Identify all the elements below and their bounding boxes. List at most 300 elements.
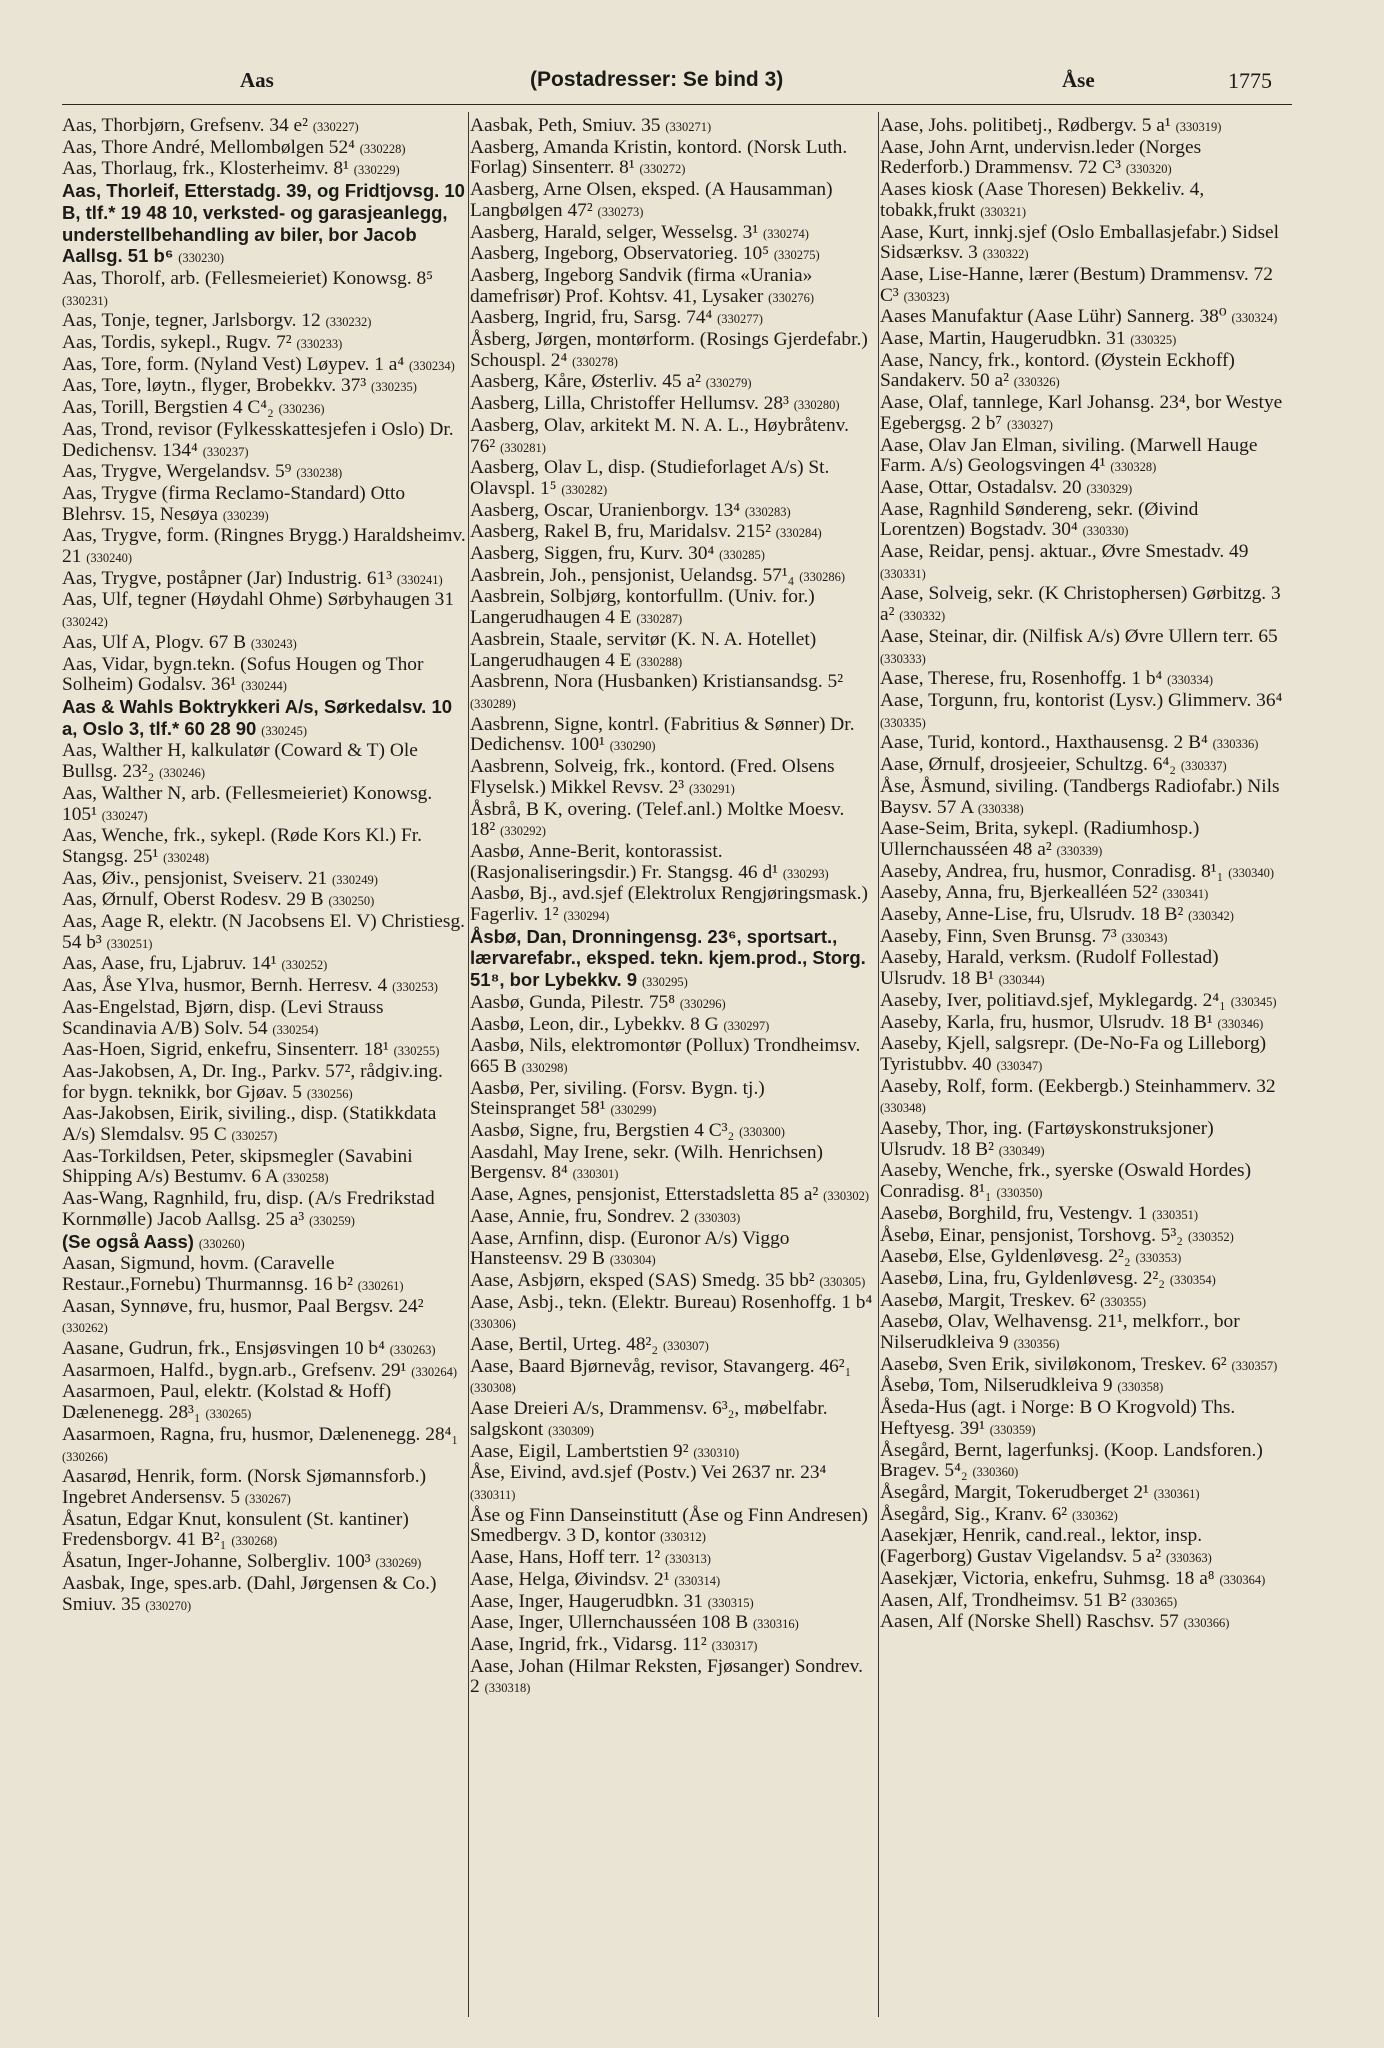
- directory-entry: [470, 501, 874, 523]
- entry-text: Aas, Trygve, poståpner (Jar) Industrig. 61³: [62, 567, 393, 589]
- directory-entry: [62, 1361, 466, 1383]
- directory-entry: [470, 180, 874, 222]
- directory-entry: [880, 1612, 1284, 1634]
- entry-text: Aase, Arnfinn, disp. (Euronor A/s) Viggo Hansteensv. 29 B: [470, 1227, 790, 1270]
- entry-text: Åsegård, Bernt, lagerfunksj. (Koop. Landsforen.) Bragev. 5⁴₂: [880, 1439, 1263, 1482]
- entry-code: (330244): [241, 679, 287, 694]
- entry-text: Aase-Seim, Brita, sykepl. (Radiumhosp.) Ullernchausséen 48 a²: [880, 818, 1200, 860]
- directory-entry: [470, 1657, 874, 1699]
- directory-entry: [880, 1077, 1284, 1119]
- entry-code: (330318): [484, 1681, 531, 1696]
- entry-code: (330320): [1125, 162, 1172, 177]
- directory-entry: [470, 1271, 874, 1293]
- entry-code: (330309): [548, 1423, 594, 1438]
- entry-code: (330300): [739, 1125, 785, 1140]
- directory-entry: [470, 1399, 874, 1441]
- entry-text: Aase, Solveig, sekr. (K Christophersen) Gørbitzg. 3 a²: [880, 583, 1281, 626]
- directory-entry: [880, 1483, 1284, 1505]
- directory-entry: [62, 1297, 466, 1339]
- entry-code: (330310): [693, 1445, 740, 1460]
- entry-text: Aaseby, Karla, fru, husmor, Ulsrudv. 18 B¹: [880, 1011, 1213, 1033]
- directory-entry: [470, 394, 874, 416]
- directory-entry: [62, 826, 466, 868]
- entry-code: (330242): [62, 615, 108, 630]
- entry-text: Aasebø, Borghild, fru, Vestengv. 1: [880, 1202, 1148, 1224]
- directory-entry: [62, 741, 466, 783]
- entry-text: Aas, Walther N, arb. (Fellesmeieriet) Konowsg. 105¹: [62, 782, 433, 825]
- directory-entry: [880, 1247, 1284, 1269]
- entry-text: Aas, Torill, Bergstien 4 C⁴₂: [62, 397, 274, 419]
- directory-entry: [470, 458, 874, 500]
- entry-text: Aase, Lise-Hanne, lærer (Bestum) Drammensv. 72 C³: [880, 263, 1273, 306]
- entry-code: (330321): [980, 204, 1027, 219]
- directory-entry: [880, 307, 1284, 329]
- entry-code: (330290): [609, 739, 656, 754]
- directory-entry: [62, 355, 466, 377]
- directory-entry: [62, 1339, 466, 1361]
- directory-entry: [62, 697, 466, 741]
- directory-entry: [880, 1526, 1284, 1568]
- entry-code: (330246): [159, 766, 205, 781]
- entry-code: (330362): [1071, 1508, 1118, 1523]
- entry-text: Aase, Nancy, frk., kontord. (Øystein Eckhoff) Sandakerv. 50 a²: [880, 349, 1235, 392]
- directory-entry: [62, 590, 466, 632]
- directory-entry: [470, 672, 874, 714]
- column-1: [62, 116, 466, 2026]
- directory-entry: [880, 755, 1284, 777]
- entry-code: (330269): [375, 1556, 422, 1571]
- entry-code: (330267): [244, 1492, 291, 1506]
- entry-text: Aaseby, Anne-Lise, fru, Ulsrudv. 18 B²: [880, 904, 1184, 926]
- entry-code: (330296): [679, 996, 726, 1011]
- entry-code: (330350): [996, 1186, 1043, 1201]
- entry-text: Aase, Kurt, innkj.sjef (Oslo Emballasjefabr.) Sidsel Sidsærksv. 3: [880, 221, 1280, 264]
- entry-code: (330299): [610, 1103, 657, 1118]
- entry-code: (330262): [62, 1321, 108, 1336]
- entry-code: (330228): [359, 141, 406, 156]
- entry-text: Aasberg, Arne Olsen, eksped. (A Hausamman) Langbølgen 47²: [470, 179, 833, 221]
- entry-text: Aas-Torkildsen, Peter, skipsmegler (Savabini Shipping A/s) Bestumv. 6 A: [62, 1145, 413, 1188]
- column-divider: [878, 112, 879, 2017]
- entry-code: (330343): [1121, 930, 1168, 945]
- directory-entry: [880, 180, 1284, 222]
- entry-text: Aas, Wenche, frk., sykepl. (Røde Kors Kl.) Fr. Stangsg. 25¹: [62, 825, 422, 867]
- directory-entry: [470, 116, 874, 138]
- entry-text: Aasbø, Leon, dir., Lybekkv. 8 G: [470, 1013, 719, 1035]
- entry-code: (330263): [389, 1343, 436, 1358]
- entry-text: Aas, Tore, form. (Nyland Vest) Løypev. 1 a⁴: [62, 353, 405, 375]
- entry-text: Aasebø, Margit, Treskev. 6²: [880, 1289, 1096, 1311]
- entry-text: Aas & Wahls Boktrykkeri A/s, Sørkedalsv. 10 a, Oslo 3, tlf.* 60 28 90: [62, 695, 453, 739]
- directory-entry: [880, 1312, 1284, 1354]
- directory-entry: [880, 733, 1284, 755]
- entry-text: Aasarmoen, Halfd., bygn.arb., Grefsenv. 29¹: [62, 1359, 407, 1381]
- entry-text: Aas, Tordis, sykepl., Rugv. 7²: [62, 332, 292, 354]
- directory-entry: [880, 500, 1284, 542]
- entry-text: Aasen, Alf (Norske Shell) Raschsv. 57: [880, 1611, 1179, 1633]
- directory-entry: [470, 927, 874, 993]
- directory-entry: [880, 584, 1284, 626]
- directory-entry: [470, 1079, 874, 1121]
- directory-entry: [880, 819, 1284, 861]
- directory-entry: [62, 1467, 466, 1509]
- entry-code: (330311): [470, 1488, 516, 1502]
- entry-text: Aas, Trygve, form. (Ringnes Brygg.) Haraldsheimv. 21: [62, 525, 466, 568]
- directory-entry: [470, 566, 874, 588]
- entry-code: (330313): [665, 1552, 711, 1567]
- directory-entry: [62, 311, 466, 333]
- entry-text: Aasbrein, Solbjørg, kontorfullm. (Univ. for.) Langerudhaugen 4 E: [470, 586, 815, 629]
- entry-code: (330303): [694, 1210, 741, 1225]
- entry-text: Aas, Åse Ylva, husmor, Bernh. Herresv. 4: [62, 975, 388, 997]
- page-number: 1775: [1228, 68, 1272, 93]
- entry-code: (330245): [261, 723, 308, 738]
- directory-entry: [470, 1506, 874, 1548]
- entry-code: (330366): [1183, 1616, 1230, 1631]
- entry-text: Aasebø, Lina, fru, Gyldenløvesg. 2²₂: [880, 1267, 1166, 1289]
- entry-code: (330260): [198, 1236, 245, 1251]
- entry-code: (330236): [278, 402, 325, 417]
- entry-text: Aase, Agnes, pensjonist, Etterstadsletta 85 a²: [470, 1184, 819, 1206]
- entry-code: (330288): [636, 654, 683, 669]
- entry-code: (330292): [500, 824, 546, 839]
- entry-text: Aase, Ottar, Ostadalsv. 20: [880, 476, 1082, 498]
- column-divider: [468, 112, 469, 2017]
- entry-text: Aasbø, Gunda, Pilestr. 75⁸: [470, 991, 675, 1013]
- entry-code: (330341): [1162, 887, 1209, 902]
- entry-code: (330253): [392, 980, 438, 995]
- directory-entry: [470, 630, 874, 672]
- entry-text: Aasen, Alf, Trondheimsv. 51 B²: [880, 1589, 1127, 1611]
- entry-code: (330340): [1228, 865, 1275, 880]
- directory-entry: [880, 1204, 1284, 1226]
- entry-text: Aas, Aase, fru, Ljabruv. 14¹: [62, 953, 277, 975]
- entry-text: Aasbak, Peth, Smiuv. 35: [470, 116, 661, 136]
- entry-text: Aase, Therese, fru, Rosenhoffg. 1 b⁴: [880, 668, 1163, 690]
- directory-entry: [470, 1635, 874, 1657]
- entry-code: (330358): [1117, 1380, 1164, 1395]
- entry-code: (330277): [717, 312, 763, 327]
- directory-entry: [62, 976, 466, 998]
- directory-entry: [880, 542, 1284, 584]
- entry-code: (330291): [688, 781, 735, 796]
- entry-text: Aase, John Arnt, undervisn.leder (Norges Rederforb.) Drammensv. 72 C³: [880, 136, 1202, 179]
- entry-text: Aaseby, Iver, politiavd.sjef, Myklegardg. 2⁴₁: [880, 989, 1226, 1011]
- entry-text: Aas-Engelstad, Bjørn, disp. (Levi Strauss Scandinavia A/B) Solv. 54: [62, 996, 384, 1039]
- entry-code: (330354): [1169, 1272, 1216, 1287]
- directory-entry: [62, 159, 466, 181]
- entry-text: Aasarød, Henrik, form. (Norsk Sjømannsforb.) Ingebret Andersensv. 5: [62, 1466, 427, 1508]
- directory-entry: [62, 1552, 466, 1574]
- directory-entry: [880, 948, 1284, 990]
- directory-entry: [62, 420, 466, 462]
- directory-entry: [62, 116, 466, 138]
- entry-text: Aase, Johan (Hilmar Reksten, Fjøsanger) Sondrev. 2: [470, 1655, 863, 1698]
- entry-text: Aasberg, Amanda Kristin, kontord. (Norsk Luth. Forlag) Sinsenterr. 8¹: [470, 136, 848, 179]
- entry-code: (330231): [62, 293, 108, 308]
- entry-code: (330243): [250, 636, 297, 651]
- entry-code: (330364): [1219, 1572, 1266, 1587]
- directory-entry: [470, 800, 874, 842]
- entry-code: (330248): [163, 850, 209, 865]
- directory-entry: [880, 1591, 1284, 1613]
- entry-code: (330356): [1013, 1337, 1060, 1352]
- directory-entry: [470, 1570, 874, 1592]
- directory-entry: [470, 266, 874, 308]
- entry-text: Aaseby, Rolf, form. (Eekbergb.) Steinhammerv. 32: [880, 1075, 1276, 1097]
- directory-entry: [470, 244, 874, 266]
- entry-text: Aasberg, Rakel B, fru, Maridalsv. 215²: [470, 521, 771, 543]
- entry-code: (330328): [1110, 460, 1157, 475]
- entry-code: (330239): [222, 508, 269, 523]
- directory-entry: [470, 372, 874, 394]
- entry-text: Aase, Olav Jan Elman, siviling. (Marwell Hauge Farm. A/s) Geologsvingen 4¹: [880, 434, 1258, 477]
- directory-entry: [470, 522, 874, 544]
- entry-text: Aasbø, Anne-Berit, kontorassist. (Rasjonaliseringsdir.) Fr. Stangsg. 46 d¹: [470, 840, 778, 883]
- entry-text: Aasebø, Else, Gyldenløvesg. 2²₂: [880, 1246, 1131, 1268]
- entry-code: (330251): [106, 936, 153, 951]
- directory-entry: [880, 223, 1284, 265]
- entry-text: Aas, Thore André, Mellombølgen 52⁴: [62, 136, 355, 158]
- entry-code: (330273): [597, 204, 644, 219]
- entry-code: (330346): [1217, 1016, 1264, 1031]
- entry-text: Aas, Tonje, tegner, Jarlsborgv. 12: [62, 310, 321, 332]
- entry-text: Aaseby, Wenche, frk., syerske (Oswald Hordes) Conradisg. 8¹₁: [880, 1160, 1252, 1203]
- entry-code: (330301): [572, 1167, 619, 1182]
- directory-entry: [470, 587, 874, 629]
- directory-entry: [62, 1574, 466, 1616]
- directory-entry: [62, 1510, 466, 1552]
- entry-code: (330295): [641, 975, 688, 990]
- directory-entry: [470, 1463, 874, 1505]
- entry-text: Aasbø, Signe, fru, Bergstien 4 C³₂: [470, 1120, 735, 1142]
- directory-entry: [880, 329, 1284, 351]
- entry-code: (330238): [296, 466, 343, 481]
- directory-entry: [470, 330, 874, 372]
- entry-code: (330305): [819, 1274, 866, 1289]
- directory-entry: [470, 1357, 874, 1399]
- entry-code: (330359): [989, 1422, 1036, 1437]
- directory-entry: [880, 1569, 1284, 1591]
- directory-entry: [880, 862, 1284, 884]
- directory-entry: [470, 416, 874, 458]
- entry-code: (330293): [782, 866, 829, 881]
- directory-entry: [880, 1291, 1284, 1313]
- directory-entry: [470, 1442, 874, 1464]
- directory-entry: [470, 715, 874, 757]
- entry-text: Åse og Finn Danseinstitutt (Åse og Finn Andresen) Smedbergv. 3 D, kontor: [470, 1504, 869, 1547]
- entry-code: (330258): [282, 1171, 329, 1186]
- directory-entry: [62, 376, 466, 398]
- entry-code: (330298): [521, 1060, 568, 1075]
- directory-entry: [62, 1382, 466, 1424]
- entry-text: Aase, Inger, Haugerudbkn. 31: [470, 1590, 703, 1612]
- entry-text: Aase, Turid, kontord., Haxthausensg. 2 B⁴: [880, 732, 1208, 754]
- entry-text: Aase, Olaf, tannlege, Karl Johansg. 23⁴, bor Westye Egebergsg. 2 b⁷: [880, 392, 1283, 434]
- entry-text: Aase, Bertil, Urteg. 48²₂: [470, 1334, 659, 1356]
- entry-text: Aas, Ørnulf, Oberst Rodesv. 29 B: [62, 889, 324, 911]
- entry-text: Aase, Reidar, pensj. aktuar., Øvre Smestadv. 49: [880, 541, 1249, 563]
- directory-entry: [880, 883, 1284, 905]
- entry-text: Aasberg, Harald, selger, Wesselsg. 3¹: [470, 221, 759, 243]
- column-2: [470, 116, 874, 2026]
- directory-entry: [470, 884, 874, 926]
- entry-code: (330232): [325, 315, 372, 330]
- directory-entry: [62, 633, 466, 655]
- directory-entry: [880, 1269, 1284, 1291]
- directory-entry: [470, 1293, 874, 1335]
- entry-text: Åseda-Hus (agt. i Norge: B O Krogvold) Ths. Heftyesg. 39¹: [880, 1397, 1236, 1439]
- entry-code: (330264): [411, 1364, 458, 1379]
- directory-entry: [470, 308, 874, 330]
- directory-entry: [62, 1232, 466, 1255]
- entry-text: Aase Dreieri A/s, Drammensv. 6³₂, møbelfabr. salgskont: [470, 1398, 828, 1440]
- entry-code: (330361): [1153, 1487, 1200, 1501]
- entry-code: (330297): [723, 1018, 770, 1033]
- entry-text: Aasarmoen, Paul, elektr. (Kolstad & Hoff) Dælenenegg. 28³₁: [62, 1381, 392, 1424]
- directory-entry: [62, 526, 466, 568]
- entry-text: Aasebø, Sven Erik, siviløkonom, Treskev. 6²: [880, 1353, 1227, 1375]
- entry-text: Aasbrein, Staale, servitør (K. N. A. Hotellet) Langerudhaugen 4 E: [470, 628, 817, 671]
- directory-entry: [470, 1548, 874, 1570]
- directory-entry: [880, 669, 1284, 691]
- directory-entry: [62, 484, 466, 526]
- directory-entry: [62, 1062, 466, 1104]
- entry-text: Aase, Asbjørn, eksped (SAS) Smedg. 35 bb²: [470, 1269, 815, 1291]
- directory-entry: [880, 927, 1284, 949]
- directory-entry: [880, 138, 1284, 180]
- entry-text: Aas, Ulf, tegner (Høydahl Ohme) Sørbyhaugen 31: [62, 589, 455, 611]
- entry-code: (330322): [982, 247, 1029, 262]
- entry-code: (330338): [977, 801, 1024, 816]
- directory-entry: [880, 351, 1284, 393]
- directory-entry: [470, 544, 874, 566]
- entry-text: Åse, Åsmund, siviling. (Tandbergs Radiofabr.) Nils Baysv. 57 A: [880, 775, 1280, 818]
- entry-code: (330304): [609, 1253, 656, 1268]
- entry-code: (330241): [396, 572, 443, 587]
- entry-code: (330312): [660, 1530, 706, 1545]
- entry-code: (330302): [823, 1189, 869, 1204]
- directory-entry: [880, 1505, 1284, 1527]
- directory-entry: [880, 1161, 1284, 1203]
- entry-code: (330306): [470, 1317, 516, 1332]
- entry-code: (330233): [296, 337, 343, 352]
- entry-text: Aaseby, Finn, Sven Brunsg. 7³: [880, 925, 1117, 947]
- entry-code: (330345): [1230, 994, 1277, 1009]
- directory-entry: [880, 1226, 1284, 1248]
- entry-text: Åsegård, Margit, Tokerudberget 2¹: [880, 1482, 1149, 1503]
- entry-code: (330323): [903, 289, 950, 304]
- entry-text: Aas, Thorolf, arb. (Fellesmeieriet) Konowsg. 8⁵: [62, 267, 433, 289]
- entry-code: (330294): [563, 909, 610, 924]
- entry-code: (330347): [996, 1058, 1043, 1073]
- entry-text: Aasbak, Inge, spes.arb. (Dahl, Jørgensen & Co.) Smiuv. 35: [62, 1572, 437, 1615]
- entry-code: (330317): [711, 1638, 758, 1653]
- entry-code: (330329): [1086, 481, 1133, 496]
- entry-text: Aas, Thorleif, Etterstadg. 39, og Fridtjovsg. 10 B, tlf.* 19 48 10, verksted- og garasjeanlegg, understellbehandling av biler, bor Jacob Aallsg. 51 b⁶: [62, 180, 465, 267]
- directory-entry: [62, 1040, 466, 1062]
- directory-entry: [880, 991, 1284, 1013]
- entry-code: (330348): [880, 1101, 926, 1116]
- entry-code: (330316): [753, 1617, 799, 1632]
- entry-text: Åsebø, Einar, pensjonist, Torshovg. 5³₂: [880, 1224, 1184, 1246]
- entry-text: Aas, Trygve (firma Reclamo-Standard) Otto Blehrsv. 15, Nesøya: [62, 482, 406, 525]
- entry-text: Aase, Helga, Øivindsv. 2¹: [470, 1568, 670, 1590]
- directory-entry: [470, 757, 874, 799]
- entry-text: Aasane, Gudrun, frk., Ensjøsvingen 10 b⁴: [62, 1338, 385, 1360]
- directory-entry: [470, 993, 874, 1015]
- entry-text: Aasberg, Olav, arkitekt M. N. A. L., Høybråtenv. 76²: [470, 414, 849, 457]
- entry-code: (330285): [719, 548, 765, 563]
- directory-entry: [880, 1119, 1284, 1161]
- entry-text: Aas-Wang, Ragnhild, fru, disp. (A/s Fredrikstad Kornmølle) Jacob Aallsg. 25 a³: [62, 1188, 435, 1230]
- directory-entry: [880, 627, 1284, 669]
- entry-code: (330237): [202, 444, 249, 459]
- entry-code: (330324): [1231, 311, 1278, 326]
- entry-code: (330230): [178, 251, 225, 266]
- entry-text: Aasbrein, Joh., pensjonist, Uelandsg. 57¹₄: [470, 564, 795, 586]
- directory-entry: [470, 1185, 874, 1207]
- entry-text: Åsatun, Edgar Knut, konsulent (St. kantiner) Fredensborgv. 41 B²₁: [62, 1508, 409, 1551]
- entry-text: Åsbrå, B K, overing. (Telef.anl.) Moltke Moesv. 18²: [470, 798, 845, 841]
- entry-text: Aasarmoen, Ragna, fru, husmor, Dælenenegg. 28⁴₁: [62, 1423, 459, 1445]
- entry-code: (330257): [231, 1129, 278, 1144]
- entry-code: (330268): [231, 1534, 278, 1549]
- entry-text: Aaseby, Anna, fru, Bjerkealléen 52²: [880, 882, 1158, 904]
- entry-text: Aasberg, Ingrid, fru, Sarsg. 74⁴: [470, 307, 713, 329]
- entry-text: Aasberg, Siggen, fru, Kurv. 30⁴: [470, 543, 715, 565]
- entry-code: (330271): [665, 120, 712, 134]
- entry-text: (Se også Aass): [62, 1230, 194, 1252]
- entry-code: (330333): [880, 651, 926, 666]
- entry-code: (330325): [1130, 333, 1177, 348]
- entry-code: (330360): [972, 1465, 1019, 1480]
- entry-code: (330289): [470, 696, 516, 711]
- entry-code: (330365): [1131, 1594, 1178, 1609]
- entry-text: Aasbø, Bj., avd.sjef (Elektrolux Rengjøringsmask.) Fagerliv. 1²: [470, 883, 868, 926]
- entry-text: Åsatun, Inger-Johanne, Solbergliv. 100³: [62, 1551, 371, 1573]
- directory-entry: [470, 1592, 874, 1614]
- entry-code: (330274): [763, 226, 809, 241]
- directory-entry: [880, 905, 1284, 927]
- entry-code: (330363): [1165, 1551, 1212, 1566]
- directory-entry: [880, 393, 1284, 435]
- entry-code: (330326): [1013, 375, 1060, 390]
- directory-entry: [880, 691, 1284, 733]
- directory-entry: [880, 1355, 1284, 1377]
- directory-entry: [880, 116, 1284, 138]
- entry-code: (330252): [281, 958, 328, 973]
- directory-entry: [470, 1207, 874, 1229]
- entry-code: (330332): [899, 609, 946, 624]
- entry-text: Aase, Hans, Hoff terr. 1²: [470, 1547, 661, 1569]
- directory-entry: [880, 1376, 1284, 1398]
- directory-entry: [62, 954, 466, 976]
- entry-code: (330261): [357, 1278, 404, 1293]
- directory-entry: [880, 777, 1284, 819]
- entry-text: Aas-Hoen, Sigrid, enkefru, Sinsenterr. 18¹: [62, 1039, 389, 1061]
- directory-entry: [62, 1189, 466, 1231]
- entry-text: Aas-Jakobsen, A, Dr. Ing., Parkv. 57², rådgiv.ing. for bygn. teknikk, bor Gjøav. 5: [62, 1060, 443, 1103]
- directory-entry: [62, 269, 466, 311]
- directory-entry: [62, 912, 466, 954]
- entry-text: Åsebø, Tom, Nilserudkleiva 9: [880, 1375, 1113, 1397]
- entry-text: Aase, Torgunn, fru, kontorist (Lysv.) Glimmerv. 36⁴: [880, 689, 1283, 711]
- entry-text: Aasberg, Ingeborg Sandvik (firma «Urania» damefrisør) Prof. Kohtsv. 41, Lysaker: [470, 264, 813, 307]
- entry-code: (330250): [328, 894, 375, 909]
- entry-code: (330351): [1152, 1207, 1198, 1222]
- entry-text: Aase, Steinar, dir. (Nilfisk A/s) Øvre Ullern terr. 65: [880, 625, 1278, 647]
